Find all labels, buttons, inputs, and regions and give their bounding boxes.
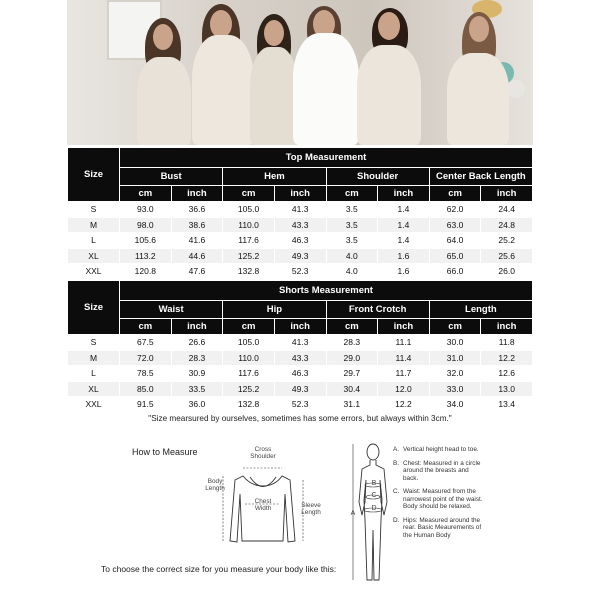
measurement-cell: 47.6 [171,264,223,280]
person-head [469,16,489,42]
measurement-cell: 13.4 [481,397,533,413]
unit-header: cm [120,186,172,202]
measurement-cell: 49.3 [274,381,326,397]
top-measurement-table [67,147,533,280]
measure-legend [393,446,483,545]
measurement-cell: 85.0 [120,381,172,397]
table-body [68,335,533,413]
size-cell: M [68,350,120,366]
measurement-cell: 31.0 [429,350,481,366]
table-row [68,397,533,413]
size-cell: S [68,335,120,351]
measurement-cell: 63.0 [429,217,481,233]
person [250,47,298,145]
legend-text: Vertical height head to toe. [403,446,479,453]
measurement-cell: 33.5 [171,381,223,397]
measurement-cell: 11.8 [481,335,533,351]
column-group-header: Shoulder [326,168,429,186]
table-row [68,248,533,264]
measurement-cell: 1.6 [378,248,430,264]
measurement-cell: 46.3 [274,233,326,249]
legend-item [393,517,483,540]
measurement-cell: 110.0 [223,350,275,366]
measurement-cell: 3.5 [326,233,378,249]
measurement-cell: 49.3 [274,248,326,264]
person [192,35,254,145]
unit-header: cm [429,319,481,335]
choose-size-text: To choose the correct size for you measure your body like this: [101,564,337,574]
measurement-cell: 34.0 [429,397,481,413]
measurement-cell: 26.6 [171,335,223,351]
measurement-cell: 117.6 [223,366,275,382]
measurement-cell: 44.6 [171,248,223,264]
size-header: Size [68,148,120,202]
measurement-cell: 30.4 [326,381,378,397]
size-header: Size [68,281,120,335]
table-row [68,335,533,351]
size-note: "Size mearsured by ourselves, sometimes has some errors, but always within 3cm." [148,414,452,423]
measurement-cell: 3.5 [326,202,378,218]
legend-letter: A. [393,446,400,453]
table-row [68,350,533,366]
column-group-header: Center Back Length [429,168,532,186]
measurement-cell: 25.2 [481,233,533,249]
measurement-cell: 1.4 [378,217,430,233]
measurement-cell: 43.3 [274,217,326,233]
measurement-cell: 28.3 [171,350,223,366]
legend-item [393,446,483,454]
measurement-cell: 105.0 [223,202,275,218]
measurement-cell: 113.2 [120,248,172,264]
person [293,33,359,145]
measurement-cell: 11.1 [378,335,430,351]
measurement-cell: 110.0 [223,217,275,233]
unit-header: inch [378,186,430,202]
size-cell: M [68,217,120,233]
measurement-cell: 12.0 [378,381,430,397]
measurement-cell: 38.6 [171,217,223,233]
legend-item [393,488,483,511]
unit-header: inch [378,319,430,335]
measurement-cell: 11.7 [378,366,430,382]
unit-header: cm [326,186,378,202]
measurement-cell: 32.0 [429,366,481,382]
measurement-cell: 29.7 [326,366,378,382]
measurement-cell: 1.4 [378,202,430,218]
table-row [68,381,533,397]
chest-width-label: Chest Width [254,498,272,512]
measurement-cell: 62.0 [429,202,481,218]
measurement-cell: 26.0 [481,264,533,280]
table-row [68,202,533,218]
measurement-cell: 125.2 [223,248,275,264]
unit-header: inch [171,186,223,202]
measurement-cell: 117.6 [223,233,275,249]
legend-text: Hips: Measured around the rear. Basic Meaurements of the Human Body [403,516,482,539]
measurement-cell: 12.2 [378,397,430,413]
person [357,45,421,145]
person-head [378,12,400,40]
unit-header: cm [326,319,378,335]
measurement-cell: 24.8 [481,217,533,233]
measurement-cell: 41.3 [274,335,326,351]
measurement-cell: 46.3 [274,366,326,382]
column-group-header: Hem [223,168,326,186]
legend-letter: B. [393,459,400,467]
unit-header: inch [274,186,326,202]
measurement-cell: 93.0 [120,202,172,218]
person-head [264,20,284,46]
measurement-cell: 36.0 [171,397,223,413]
body-length-label: Body Length [205,478,225,492]
size-cell: XXL [68,397,120,413]
unit-header: inch [274,319,326,335]
how-to-measure-title: How to Measure [132,447,198,457]
measurement-cell: 132.8 [223,264,275,280]
measurement-cell: 41.3 [274,202,326,218]
column-group-header: Front Crotch [326,301,429,319]
table-body [68,202,533,280]
measurement-cell: 12.6 [481,366,533,382]
person [137,57,191,145]
unit-header: cm [223,319,275,335]
measurement-cell: 66.0 [429,264,481,280]
legend-text: Waist: Measured from the narrowest point of the waist. Body should be relaxed. [403,488,483,510]
measurement-cell: 91.5 [120,397,172,413]
unit-header: inch [171,319,223,335]
size-cell: XL [68,381,120,397]
measurement-cell: 30.0 [429,335,481,351]
unit-header: cm [223,186,275,202]
measurement-cell: 33.0 [429,381,481,397]
measurement-cell: 31.1 [326,397,378,413]
legend-letter: C. [393,488,400,495]
column-group-header: Hip [223,301,326,319]
column-group-header: Bust [120,168,223,186]
size-cell: S [68,202,120,218]
column-group-header: Waist [120,301,223,319]
measurement-cell: 105.6 [120,233,172,249]
body-letter: C [371,492,377,499]
size-cell: L [68,233,120,249]
measurement-cell: 1.6 [378,264,430,280]
unit-header: cm [429,186,481,202]
measurement-cell: 105.0 [223,335,275,351]
person-head [153,24,173,50]
body-letter: D [371,505,377,512]
measurement-cell: 25.6 [481,248,533,264]
measurement-cell: 30.9 [171,366,223,382]
table-title: Top Measurement [120,148,533,168]
measurement-cell: 28.3 [326,335,378,351]
measurement-cell: 36.6 [171,202,223,218]
legend-text: Chest: Measured in a circle around the breasts and back. [403,459,481,482]
unit-header: inch [481,186,533,202]
table-row [68,217,533,233]
measurement-cell: 120.8 [120,264,172,280]
legend-item [393,460,483,483]
balloon [507,80,525,98]
measurement-cell: 65.0 [429,248,481,264]
table-row [68,366,533,382]
unit-header: inch [481,319,533,335]
table-title: Shorts Measurement [120,281,533,301]
size-cell: XXL [68,264,120,280]
body-letter: B [371,480,377,487]
body-letter: A [350,510,356,517]
measurement-cell: 24.4 [481,202,533,218]
measurement-cell: 29.0 [326,350,378,366]
measurement-cell: 132.8 [223,397,275,413]
measurement-cell: 12.2 [481,350,533,366]
cross-shoulder-label: Cross Shoulder [250,446,276,460]
measurement-cell: 125.2 [223,381,275,397]
person-head [210,10,232,38]
measurement-cell: 72.0 [120,350,172,366]
measurement-cell: 78.5 [120,366,172,382]
sleeve-length-label: Sleeve Length [301,502,321,516]
measurement-cell: 41.6 [171,233,223,249]
unit-header: cm [120,319,172,335]
measurement-cell: 43.3 [274,350,326,366]
size-cell: L [68,366,120,382]
measurement-cell: 4.0 [326,264,378,280]
shorts-measurement-table [67,280,533,413]
product-photo [67,0,533,145]
table-row [68,233,533,249]
measurement-cell: 52.3 [274,264,326,280]
table-row [68,264,533,280]
legend-letter: D. [393,516,400,524]
measurement-cell: 67.5 [120,335,172,351]
measurement-cell: 11.4 [378,350,430,366]
measurement-cell: 1.4 [378,233,430,249]
measurement-cell: 64.0 [429,233,481,249]
measurement-cell: 52.3 [274,397,326,413]
measurement-cell: 3.5 [326,217,378,233]
measurement-cell: 98.0 [120,217,172,233]
person [447,53,509,145]
column-group-header: Length [429,301,532,319]
measurement-cell: 13.0 [481,381,533,397]
size-cell: XL [68,248,120,264]
measurement-cell: 4.0 [326,248,378,264]
